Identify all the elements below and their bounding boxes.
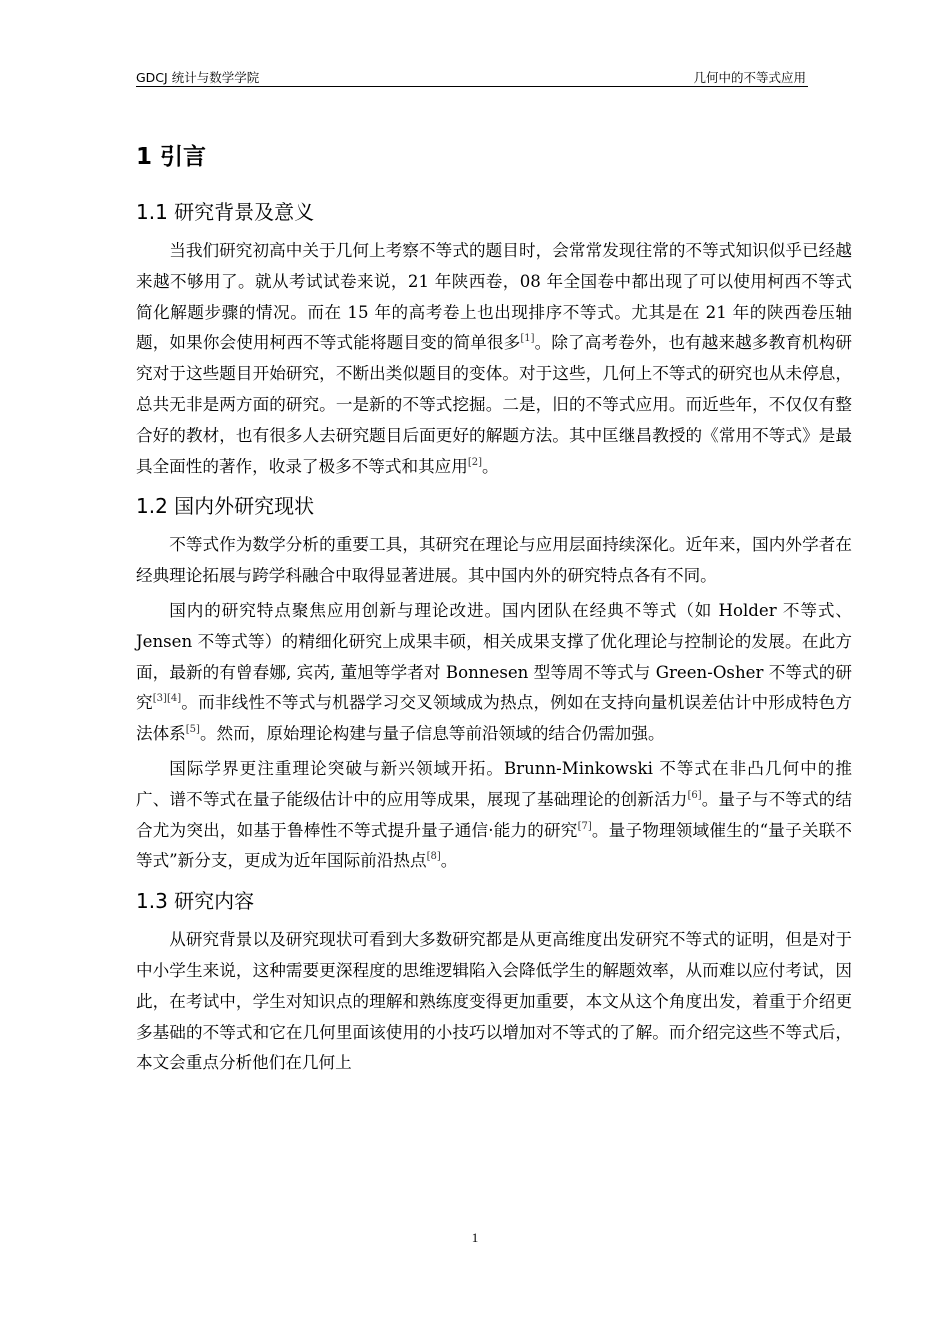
body-paragraph	[136, 596, 852, 750]
sections-container	[136, 196, 852, 1079]
text-run: 。然而，原始理论构建与量子信息等前沿领域的结合仍需加强。	[199, 724, 665, 744]
page-header	[136, 68, 808, 88]
text-run: 国内的研究特点聚焦应用创新与理论改进。国内团队在经典不等式（如 Holder 不等式、Jensen 不等式等）的精细化研究上成果丰硕，相关成果支撑了优化理论与控制论的发展。在此方面，最新的有曾春娜, 宾芮, 董旭等学者对 Bonnesen 型等周不等式与 Green-Osher 不等式的研究	[136, 600, 852, 713]
text-run: 。	[440, 851, 458, 871]
text-run: 当我们研究初高中关于几何上考察不等式的题目时，会常常发现往常的不等式知识似乎已经越来越不够用了。就从考试试卷来说，21 年陕西卷，08 年全国卷中都出现了可以使用柯西不等式简化解题步骤的情况。而在 15 年的高考卷上也出现排序不等式。尤其是在 21 年的陕西卷压轴题，如果你会使用柯西不等式能将题目变的简单很多	[136, 241, 852, 353]
page-body	[136, 138, 852, 1087]
text-run: 不等式作为数学分析的重要工具，其研究在理论与应用层面持续深化。近年来，国内外学者在经典理论拓展与跨学科融合中取得显著进展。其中国内外的研究特点各有不同。	[136, 535, 852, 586]
section-heading: 1.1 研究背景及意义	[136, 200, 315, 224]
text-run: 。量子物理领域催生的“量子关联不等式”新分支，更成为近年国际前沿热点	[136, 820, 852, 871]
text-run: 国际学界更注重理论突破与新兴领域开拓。Brunn-Minkowski 不等式在非凸几何中的推广、谱不等式在量子能级估计中的应用等成果，展现了基础理论的创新活力	[136, 758, 852, 809]
chapter-title: 1 引言	[136, 144, 207, 170]
citation-ref: [3][4]	[152, 693, 182, 705]
citation-ref: [2]	[467, 456, 483, 468]
text-run: 。	[482, 456, 499, 476]
citation-ref: [6]	[687, 789, 702, 801]
citation-ref: [7]	[577, 820, 592, 832]
citation-ref: [1]	[520, 333, 535, 345]
section-heading: 1.2 国内外研究现状	[136, 494, 315, 519]
body-paragraph	[136, 530, 852, 592]
citation-ref: [8]	[426, 851, 441, 863]
header-institution: GDCJ 统计与数学学院	[136, 70, 260, 85]
text-run: 从研究背景以及研究现状可看到大多数研究都是从更高维度出发研究不等式的证明，但是对于中小学生来说，这种需要更深程度的思维逻辑陷入会降低学生的解题效率，从而难以应付考试，因此，在考试中，学生对知识点的理解和熟练度变得更加重要，本文从这个角度出发，着重于介绍更多基础的不等式和它在几何里面该使用的小技巧以增加对不等式的了解。而介绍完这些不等式后，本文会重点分析他们在几何上	[136, 930, 852, 1073]
header-rule	[136, 86, 808, 87]
body-paragraph	[136, 754, 852, 877]
text-run: 。除了高考卷外，也有越来越多教育机构研究对于这些题目开始研究，不断出类似题目的变体。对于这些，几何上不等式的研究也从未停息，总共无非是两方面的研究。一是新的不等式挖掘。二是，旧的不等式应用。而近些年，不仅仅有整合好的教材，也有很多人去研究题目后面更好的解题方法。其中匡继昌教授的《常用不等式》是最具全面性的著作，收录了极多不等式和其应用	[136, 333, 853, 476]
text-run: 。量子与不等式的结合尤为突出，如基于鲁棒性不等式提升量子通信·能力的研究	[136, 789, 853, 840]
section-heading: 1.3 研究内容	[136, 889, 255, 914]
page-number: 1	[471, 1230, 479, 1245]
citation-ref: [5]	[185, 724, 200, 736]
header-title: 几何中的不等式应用	[693, 70, 806, 85]
body-paragraph	[136, 236, 852, 482]
text-run: 。而非线性不等式与机器学习交叉领域成为热点，例如在支持向量机误差估计中形成特色方法体系	[136, 693, 853, 744]
body-paragraph	[136, 925, 852, 1079]
